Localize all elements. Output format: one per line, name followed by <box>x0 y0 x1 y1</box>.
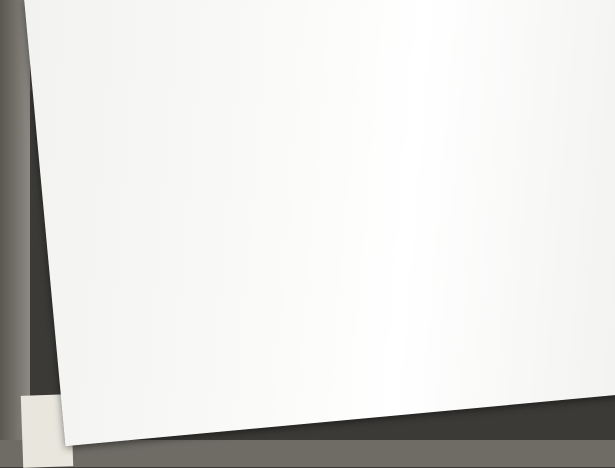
background-bottom <box>0 440 615 467</box>
printed-page <box>24 0 615 446</box>
maintenance-table <box>40 81 615 92</box>
maintenance-sheet <box>40 47 615 58</box>
